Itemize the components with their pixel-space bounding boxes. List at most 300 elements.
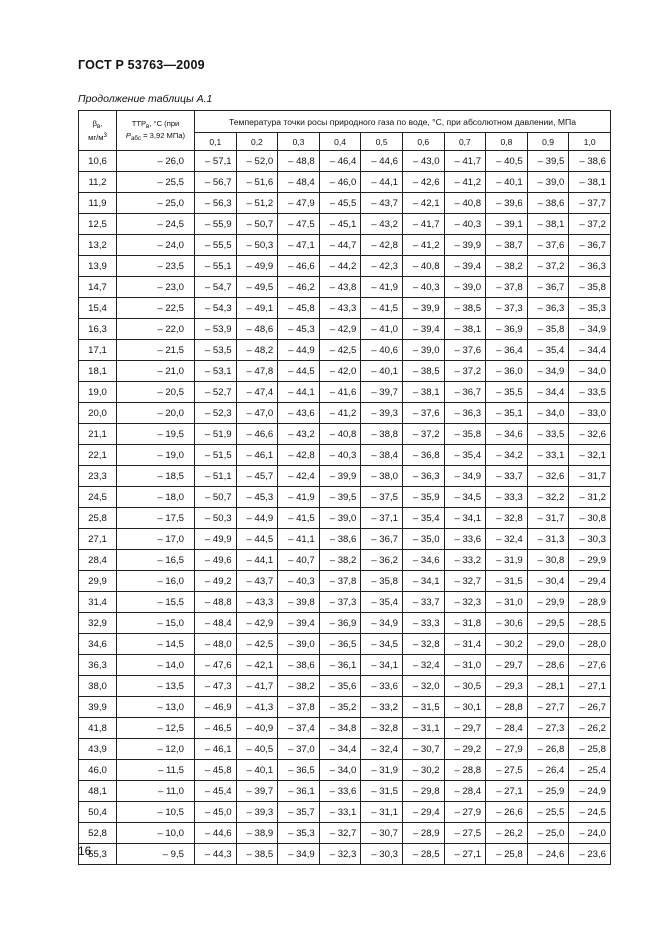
- cell-dew-point: – 32,4: [361, 739, 403, 760]
- cell-dew-point: – 50,3: [236, 235, 278, 256]
- cell-dew-point: – 41,0: [361, 319, 403, 340]
- cell-dew-point: – 41,2: [319, 403, 361, 424]
- cell-dew-point: – 38,1: [402, 382, 444, 403]
- cell-dew-point: – 34,9: [569, 319, 611, 340]
- cell-dew-point: – 36,1: [319, 655, 361, 676]
- cell-dew-point: – 48,0: [195, 634, 237, 655]
- cell-dew-point: – 51,5: [195, 445, 237, 466]
- cell-ttr: – 22,5: [117, 298, 195, 319]
- cell-dew-point: – 37,8: [319, 571, 361, 592]
- cell-dew-point: – 42,1: [402, 193, 444, 214]
- cell-dew-point: – 44,5: [278, 361, 320, 382]
- cell-dew-point: – 34,6: [486, 424, 528, 445]
- cell-ttr: – 13,0: [117, 697, 195, 718]
- cell-dew-point: – 45,3: [278, 319, 320, 340]
- cell-dew-point: – 35,2: [319, 697, 361, 718]
- cell-dew-point: – 37,8: [486, 277, 528, 298]
- cell-dew-point: – 39,1: [486, 214, 528, 235]
- pressure-header-cell: 0,9: [527, 133, 569, 151]
- cell-dew-point: – 34,9: [278, 844, 320, 865]
- cell-dew-point: – 39,6: [486, 193, 528, 214]
- cell-dew-point: – 29,2: [444, 739, 486, 760]
- cell-dew-point: – 23,6: [569, 844, 611, 865]
- cell-dew-point: – 35,5: [486, 382, 528, 403]
- cell-dew-point: – 33,6: [444, 529, 486, 550]
- cell-beta: 46,0: [79, 760, 117, 781]
- table-row: [79, 655, 611, 676]
- cell-dew-point: – 40,3: [444, 214, 486, 235]
- cell-dew-point: – 39,7: [236, 781, 278, 802]
- cell-dew-point: – 41,5: [361, 298, 403, 319]
- cell-dew-point: – 44,1: [361, 172, 403, 193]
- cell-dew-point: – 48,8: [195, 592, 237, 613]
- cell-ttr: – 22,0: [117, 319, 195, 340]
- cell-dew-point: – 38,6: [569, 151, 611, 172]
- cell-beta: 38,0: [79, 676, 117, 697]
- cell-beta: 11,2: [79, 172, 117, 193]
- cell-dew-point: – 46,2: [278, 277, 320, 298]
- table-row: [79, 319, 611, 340]
- table-row: [79, 172, 611, 193]
- cell-dew-point: – 51,2: [236, 193, 278, 214]
- table-row: [79, 508, 611, 529]
- cell-dew-point: – 36,7: [361, 529, 403, 550]
- cell-ttr: – 15,0: [117, 613, 195, 634]
- table-row: [79, 781, 611, 802]
- cell-dew-point: – 47,1: [278, 235, 320, 256]
- cell-beta: 15,4: [79, 298, 117, 319]
- table-row: [79, 844, 611, 865]
- cell-dew-point: – 43,6: [278, 403, 320, 424]
- cell-dew-point: – 25,8: [569, 739, 611, 760]
- cell-dew-point: – 35,8: [444, 424, 486, 445]
- cell-dew-point: – 46,1: [236, 445, 278, 466]
- cell-ttr: – 14,5: [117, 634, 195, 655]
- cell-dew-point: – 42,8: [278, 445, 320, 466]
- cell-dew-point: – 29,8: [402, 781, 444, 802]
- cell-dew-point: – 39,4: [444, 256, 486, 277]
- cell-beta: 20,0: [79, 403, 117, 424]
- cell-dew-point: – 31,5: [402, 697, 444, 718]
- cell-dew-point: – 46,6: [278, 256, 320, 277]
- cell-ttr: – 23,5: [117, 256, 195, 277]
- cell-dew-point: – 47,9: [278, 193, 320, 214]
- cell-dew-point: – 36,5: [319, 634, 361, 655]
- cell-dew-point: – 27,3: [527, 718, 569, 739]
- cell-dew-point: – 35,4: [527, 340, 569, 361]
- cell-beta: 28,4: [79, 550, 117, 571]
- cell-dew-point: – 39,0: [319, 508, 361, 529]
- cell-ttr: – 9,5: [117, 844, 195, 865]
- cell-dew-point: – 43,7: [236, 571, 278, 592]
- column-header-beta: $\beta_в$, $мг/м^3$: [79, 111, 117, 151]
- cell-dew-point: – 28,4: [444, 781, 486, 802]
- cell-dew-point: – 37,0: [278, 739, 320, 760]
- cell-dew-point: – 37,2: [569, 214, 611, 235]
- cell-dew-point: – 37,8: [278, 697, 320, 718]
- cell-dew-point: – 40,9: [236, 718, 278, 739]
- cell-dew-point: – 44,7: [319, 235, 361, 256]
- cell-dew-point: – 56,3: [195, 193, 237, 214]
- cell-dew-point: – 32,0: [402, 676, 444, 697]
- cell-beta: 43,9: [79, 739, 117, 760]
- cell-dew-point: – 42,3: [361, 256, 403, 277]
- cell-dew-point: – 44,6: [361, 151, 403, 172]
- cell-dew-point: – 36,3: [402, 466, 444, 487]
- cell-dew-point: – 40,6: [361, 340, 403, 361]
- cell-dew-point: – 31,4: [444, 634, 486, 655]
- cell-beta: 25,8: [79, 508, 117, 529]
- cell-dew-point: – 33,5: [569, 382, 611, 403]
- cell-beta: 11,9: [79, 193, 117, 214]
- cell-dew-point: – 47,8: [236, 361, 278, 382]
- cell-dew-point: – 34,4: [527, 382, 569, 403]
- cell-dew-point: – 25,8: [486, 844, 528, 865]
- cell-beta: 18,1: [79, 361, 117, 382]
- cell-dew-point: – 34,9: [361, 613, 403, 634]
- cell-dew-point: – 36,2: [361, 550, 403, 571]
- cell-ttr: – 14,0: [117, 655, 195, 676]
- pressure-header-cell: 0,5: [361, 133, 403, 151]
- cell-dew-point: – 39,5: [527, 151, 569, 172]
- cell-dew-point: – 38,7: [486, 235, 528, 256]
- cell-dew-point: – 41,3: [236, 697, 278, 718]
- cell-dew-point: – 28,0: [569, 634, 611, 655]
- cell-dew-point: – 29,9: [527, 592, 569, 613]
- cell-dew-point: – 53,5: [195, 340, 237, 361]
- table-row: [79, 718, 611, 739]
- cell-dew-point: – 32,4: [402, 655, 444, 676]
- table-row: [79, 676, 611, 697]
- cell-dew-point: – 52,7: [195, 382, 237, 403]
- table-row: [79, 592, 611, 613]
- cell-dew-point: – 39,9: [319, 466, 361, 487]
- cell-dew-point: – 49,1: [236, 298, 278, 319]
- cell-dew-point: – 38,8: [361, 424, 403, 445]
- cell-dew-point: – 25,4: [569, 760, 611, 781]
- cell-dew-point: – 32,7: [319, 823, 361, 844]
- cell-dew-point: – 39,3: [236, 802, 278, 823]
- cell-dew-point: – 29,5: [527, 613, 569, 634]
- cell-dew-point: – 45,8: [278, 298, 320, 319]
- cell-beta: 16,3: [79, 319, 117, 340]
- cell-dew-point: – 44,9: [278, 340, 320, 361]
- cell-dew-point: – 47,6: [195, 655, 237, 676]
- pressure-header-cell: 0,3: [278, 133, 320, 151]
- pressure-header-cell: 0,1: [195, 133, 237, 151]
- cell-dew-point: – 38,5: [402, 361, 444, 382]
- cell-dew-point: – 43,2: [278, 424, 320, 445]
- table-row: [79, 445, 611, 466]
- cell-dew-point: – 28,9: [402, 823, 444, 844]
- cell-dew-point: – 52,0: [236, 151, 278, 172]
- table-row: [79, 760, 611, 781]
- table-row: [79, 277, 611, 298]
- cell-dew-point: – 35,1: [486, 403, 528, 424]
- cell-dew-point: – 34,1: [444, 508, 486, 529]
- cell-dew-point: – 50,7: [195, 487, 237, 508]
- cell-dew-point: – 46,0: [319, 172, 361, 193]
- cell-dew-point: – 32,7: [444, 571, 486, 592]
- cell-dew-point: – 41,7: [444, 151, 486, 172]
- cell-dew-point: – 28,1: [527, 676, 569, 697]
- cell-dew-point: – 55,5: [195, 235, 237, 256]
- cell-dew-point: – 44,2: [319, 256, 361, 277]
- cell-dew-point: – 33,3: [402, 613, 444, 634]
- cell-ttr: – 12,0: [117, 739, 195, 760]
- cell-dew-point: – 48,8: [278, 151, 320, 172]
- cell-dew-point: – 38,2: [486, 256, 528, 277]
- cell-ttr: – 11,5: [117, 760, 195, 781]
- cell-dew-point: – 51,9: [195, 424, 237, 445]
- cell-dew-point: – 48,4: [278, 172, 320, 193]
- cell-dew-point: – 33,5: [527, 424, 569, 445]
- cell-dew-point: – 34,0: [569, 361, 611, 382]
- cell-dew-point: – 38,5: [444, 298, 486, 319]
- cell-dew-point: – 49,5: [236, 277, 278, 298]
- cell-dew-point: – 45,3: [236, 487, 278, 508]
- cell-dew-point: – 39,4: [278, 613, 320, 634]
- table-row: [79, 256, 611, 277]
- cell-ttr: – 21,5: [117, 340, 195, 361]
- cell-dew-point: – 46,4: [319, 151, 361, 172]
- cell-dew-point: – 47,3: [195, 676, 237, 697]
- cell-dew-point: – 38,9: [236, 823, 278, 844]
- table-row: [79, 382, 611, 403]
- cell-beta: 31,4: [79, 592, 117, 613]
- cell-dew-point: – 39,8: [278, 592, 320, 613]
- cell-dew-point: – 39,0: [527, 172, 569, 193]
- cell-dew-point: – 46,9: [195, 697, 237, 718]
- cell-ttr: – 20,5: [117, 382, 195, 403]
- cell-dew-point: – 31,0: [444, 655, 486, 676]
- cell-dew-point: – 38,1: [569, 172, 611, 193]
- cell-dew-point: – 35,9: [402, 487, 444, 508]
- table-row: [79, 298, 611, 319]
- cell-ttr: – 11,0: [117, 781, 195, 802]
- cell-ttr: – 20,0: [117, 403, 195, 424]
- cell-beta: 48,1: [79, 781, 117, 802]
- cell-beta: 36,3: [79, 655, 117, 676]
- cell-dew-point: – 50,7: [236, 214, 278, 235]
- cell-dew-point: – 32,8: [486, 508, 528, 529]
- cell-dew-point: – 30,3: [361, 844, 403, 865]
- cell-dew-point: – 47,0: [236, 403, 278, 424]
- cell-dew-point: – 43,8: [319, 277, 361, 298]
- cell-dew-point: – 26,2: [486, 823, 528, 844]
- cell-dew-point: – 37,4: [278, 718, 320, 739]
- cell-dew-point: – 33,7: [402, 592, 444, 613]
- cell-dew-point: – 55,1: [195, 256, 237, 277]
- cell-dew-point: – 29,4: [402, 802, 444, 823]
- cell-ttr: – 23,0: [117, 277, 195, 298]
- cell-dew-point: – 31,9: [486, 550, 528, 571]
- cell-dew-point: – 27,1: [569, 676, 611, 697]
- cell-beta: 19,0: [79, 382, 117, 403]
- cell-dew-point: – 32,8: [361, 718, 403, 739]
- cell-dew-point: – 39,0: [444, 277, 486, 298]
- cell-dew-point: – 38,1: [527, 214, 569, 235]
- cell-dew-point: – 24,5: [569, 802, 611, 823]
- cell-dew-point: – 40,5: [486, 151, 528, 172]
- cell-dew-point: – 26,8: [527, 739, 569, 760]
- table-row: [79, 403, 611, 424]
- cell-dew-point: – 35,8: [361, 571, 403, 592]
- cell-ttr: – 10,5: [117, 802, 195, 823]
- cell-dew-point: – 30,7: [361, 823, 403, 844]
- cell-dew-point: – 43,7: [361, 193, 403, 214]
- cell-dew-point: – 25,0: [527, 823, 569, 844]
- cell-dew-point: – 40,3: [319, 445, 361, 466]
- cell-beta: 41,8: [79, 718, 117, 739]
- cell-dew-point: – 41,9: [361, 277, 403, 298]
- cell-dew-point: – 37,2: [444, 361, 486, 382]
- cell-dew-point: – 36,7: [569, 235, 611, 256]
- cell-dew-point: – 35,0: [402, 529, 444, 550]
- cell-dew-point: – 40,1: [361, 361, 403, 382]
- page-number: 16: [78, 844, 92, 858]
- cell-dew-point: – 31,8: [444, 613, 486, 634]
- cell-dew-point: – 48,2: [236, 340, 278, 361]
- cell-ttr: – 26,0: [117, 151, 195, 172]
- cell-dew-point: – 33,2: [361, 697, 403, 718]
- cell-dew-point: – 26,7: [569, 697, 611, 718]
- cell-dew-point: – 33,6: [319, 781, 361, 802]
- cell-dew-point: – 40,5: [236, 739, 278, 760]
- cell-dew-point: – 35,8: [527, 319, 569, 340]
- cell-dew-point: – 37,3: [319, 592, 361, 613]
- cell-dew-point: – 41,5: [278, 508, 320, 529]
- cell-dew-point: – 31,7: [569, 466, 611, 487]
- cell-dew-point: – 34,2: [486, 445, 528, 466]
- cell-ttr: – 12,5: [117, 718, 195, 739]
- cell-dew-point: – 36,1: [278, 781, 320, 802]
- pressure-header-cell: 0,2: [236, 133, 278, 151]
- cell-beta: 24,5: [79, 487, 117, 508]
- cell-dew-point: – 37,6: [444, 340, 486, 361]
- cell-dew-point: – 33,1: [319, 802, 361, 823]
- cell-dew-point: – 32,2: [527, 487, 569, 508]
- cell-dew-point: – 37,2: [527, 256, 569, 277]
- cell-dew-point: – 30,7: [402, 739, 444, 760]
- cell-dew-point: – 53,9: [195, 319, 237, 340]
- cell-ttr: – 16,0: [117, 571, 195, 592]
- cell-dew-point: – 44,6: [195, 823, 237, 844]
- cell-dew-point: – 38,1: [444, 319, 486, 340]
- table-caption: Продолжение таблицы А.1: [78, 93, 213, 105]
- cell-dew-point: – 36,3: [444, 403, 486, 424]
- cell-dew-point: – 30,2: [486, 634, 528, 655]
- cell-dew-point: – 34,6: [402, 550, 444, 571]
- cell-dew-point: – 32,4: [486, 529, 528, 550]
- table-row: [79, 424, 611, 445]
- cell-dew-point: – 51,1: [195, 466, 237, 487]
- cell-dew-point: – 28,4: [486, 718, 528, 739]
- cell-dew-point: – 34,5: [444, 487, 486, 508]
- cell-dew-point: – 40,1: [486, 172, 528, 193]
- cell-dew-point: – 36,3: [569, 256, 611, 277]
- cell-dew-point: – 34,8: [319, 718, 361, 739]
- cell-dew-point: – 35,4: [361, 592, 403, 613]
- table-row: [79, 802, 611, 823]
- cell-dew-point: – 33,6: [361, 676, 403, 697]
- cell-ttr: – 15,5: [117, 592, 195, 613]
- cell-dew-point: – 37,3: [486, 298, 528, 319]
- cell-dew-point: – 43,2: [361, 214, 403, 235]
- cell-beta: 21,1: [79, 424, 117, 445]
- cell-dew-point: – 48,6: [236, 319, 278, 340]
- cell-dew-point: – 32,1: [569, 445, 611, 466]
- cell-dew-point: – 40,1: [236, 760, 278, 781]
- cell-dew-point: – 42,0: [319, 361, 361, 382]
- cell-dew-point: – 39,0: [278, 634, 320, 655]
- cell-dew-point: – 39,5: [319, 487, 361, 508]
- cell-dew-point: – 32,6: [569, 424, 611, 445]
- cell-ttr: – 18,0: [117, 487, 195, 508]
- cell-dew-point: – 40,3: [402, 277, 444, 298]
- cell-dew-point: – 28,6: [527, 655, 569, 676]
- cell-ttr: – 21,0: [117, 361, 195, 382]
- cell-dew-point: – 34,5: [361, 634, 403, 655]
- cell-dew-point: – 26,2: [569, 718, 611, 739]
- pressure-header-cell: 0,4: [319, 133, 361, 151]
- cell-dew-point: – 32,8: [402, 634, 444, 655]
- cell-dew-point: – 35,6: [319, 676, 361, 697]
- table-row: [79, 151, 611, 172]
- cell-dew-point: – 49,6: [195, 550, 237, 571]
- cell-dew-point: – 37,6: [402, 403, 444, 424]
- table-row: [79, 823, 611, 844]
- cell-dew-point: – 45,4: [195, 781, 237, 802]
- cell-dew-point: – 46,6: [236, 424, 278, 445]
- cell-dew-point: – 35,8: [569, 277, 611, 298]
- cell-dew-point: – 31,9: [361, 760, 403, 781]
- cell-dew-point: – 43,3: [236, 592, 278, 613]
- cell-dew-point: – 37,7: [569, 193, 611, 214]
- cell-beta: 27,1: [79, 529, 117, 550]
- cell-dew-point: – 31,1: [361, 802, 403, 823]
- cell-dew-point: – 24,6: [527, 844, 569, 865]
- cell-ttr: – 19,0: [117, 445, 195, 466]
- cell-dew-point: – 43,3: [319, 298, 361, 319]
- cell-dew-point: – 50,3: [195, 508, 237, 529]
- cell-dew-point: – 38,0: [361, 466, 403, 487]
- cell-dew-point: – 51,6: [236, 172, 278, 193]
- cell-dew-point: – 45,5: [319, 193, 361, 214]
- cell-dew-point: – 32,6: [527, 466, 569, 487]
- cell-beta: 50,4: [79, 802, 117, 823]
- cell-ttr: – 10,0: [117, 823, 195, 844]
- table-row: [79, 340, 611, 361]
- cell-dew-point: – 30,6: [486, 613, 528, 634]
- table-row: [79, 550, 611, 571]
- cell-dew-point: – 32,3: [319, 844, 361, 865]
- cell-dew-point: – 27,9: [486, 739, 528, 760]
- cell-dew-point: – 41,2: [402, 235, 444, 256]
- cell-dew-point: – 33,0: [569, 403, 611, 424]
- cell-beta: 22,1: [79, 445, 117, 466]
- cell-dew-point: – 37,1: [361, 508, 403, 529]
- pressure-header-cell: 0,8: [486, 133, 528, 151]
- cell-dew-point: – 32,3: [444, 592, 486, 613]
- cell-dew-point: – 37,2: [402, 424, 444, 445]
- cell-beta: 52,8: [79, 823, 117, 844]
- cell-dew-point: – 28,8: [444, 760, 486, 781]
- pressure-header-cell: 1,0: [569, 133, 611, 151]
- cell-dew-point: – 44,5: [236, 529, 278, 550]
- cell-ttr: – 17,5: [117, 508, 195, 529]
- document-header: ГОСТ Р 53763—2009: [78, 58, 205, 72]
